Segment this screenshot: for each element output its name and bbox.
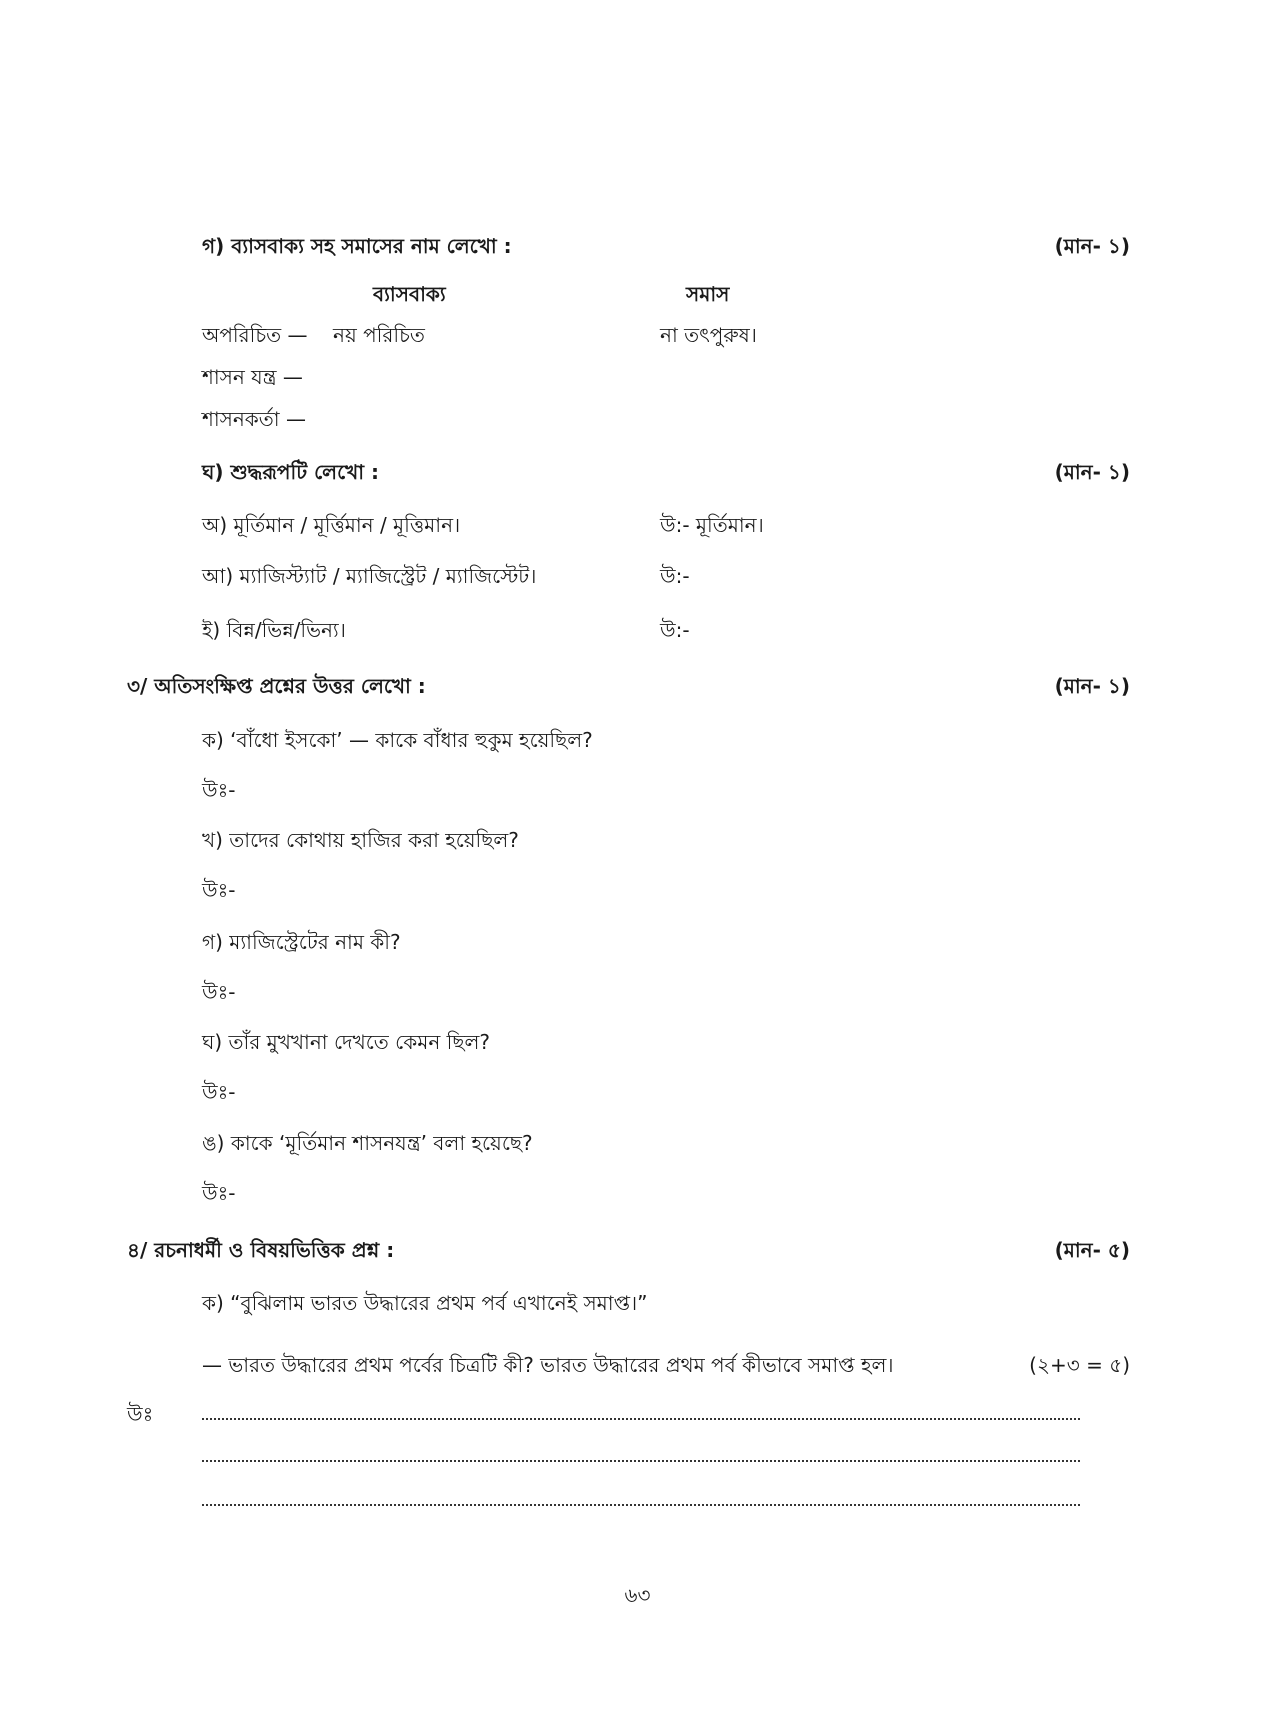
short-answer-label: উঃ- — [202, 878, 236, 902]
spelling-question: অ) মূর্তিমান / মূর্ত্তিমান / মূত্তিমান। — [202, 513, 461, 537]
short-answer-label: উঃ- — [202, 1181, 236, 1205]
spelling-question: ই) বিন্ন/ভিন্ন/ভিন্য। — [202, 618, 346, 642]
samas-row-word: শাসনকর্তা — — [202, 407, 306, 431]
spelling-answer: উ:- — [660, 564, 690, 588]
samas-row-word: শাসন যন্ত্র — — [202, 365, 303, 389]
spelling-answer: উ:- — [660, 618, 690, 642]
samas-row-word: অপরিচিত — — [202, 323, 308, 347]
column-header-vyasbakya: ব্যাসবাক্য — [373, 282, 446, 306]
samas-row-vyasbakya: নয় পরিচিত — [333, 323, 425, 347]
answer-line[interactable] — [202, 1460, 1080, 1462]
short-question: ক) ‘বাঁধো ইসকো’ — কাকে বাঁধার হুকুম হয়েছিল? — [202, 728, 593, 752]
essay-submarks: (২+৩ = ৫) — [1029, 1353, 1130, 1377]
short-answer-label: উঃ- — [202, 980, 236, 1004]
short-question: ঘ) তাঁর মুখখানা দেখতে কেমন ছিল? — [202, 1030, 490, 1054]
short-question: ঙ) কাকে ‘মূর্তিমান শাসনযন্ত্র’ বলা হয়েছে? — [202, 1131, 533, 1155]
answer-line[interactable] — [202, 1504, 1080, 1506]
essay-quote: ক) “বুঝিলাম ভারত উদ্ধারের প্রথম পর্ব এখানেই সমাপ্ত।” — [202, 1291, 648, 1315]
spelling-question: আ) ম্যাজিস্ট্যাট / ম্যাজিস্ট্রেট / ম্যাজিস্টেট। — [202, 564, 537, 588]
essay-answer-label: উঃ — [127, 1402, 154, 1426]
samas-row-samas: না তৎপুরুষ। — [660, 323, 757, 347]
essay-question: — ভারত উদ্ধারের প্রথম পর্বের চিত্রটি কী? ভারত উদ্ধারের প্রথম পর্ব কীভাবে সমাপ্ত হল। — [202, 1353, 894, 1377]
section-4-heading: ৪/ রচনাধর্মী ও বিষয়ভিত্তিক প্রশ্ন : — [127, 1238, 395, 1262]
section-gh-heading: ঘ) শুদ্ধরূপটি লেখো : — [202, 460, 380, 484]
section-g-marks: (মান- ১) — [1054, 234, 1130, 258]
answer-line[interactable] — [202, 1418, 1080, 1420]
section-4-marks: (মান- ৫) — [1054, 1238, 1130, 1262]
short-answer-label: উঃ- — [202, 778, 236, 802]
short-question: গ) ম্যাজিস্ট্রেটের নাম কী? — [202, 930, 401, 954]
section-gh-marks: (মান- ১) — [1054, 460, 1130, 484]
page-number: ৬৩ — [624, 1583, 651, 1607]
section-3-marks: (মান- ১) — [1054, 674, 1130, 698]
section-g-heading: গ) ব্যাসবাক্য সহ সমাসের নাম লেখো : — [202, 234, 512, 258]
short-question: খ) তাদের কোথায় হাজির করা হয়েছিল? — [202, 828, 519, 852]
column-header-samas: সমাস — [686, 282, 730, 306]
section-3-heading: ৩/ অতিসংক্ষিপ্ত প্রশ্নের উত্তর লেখো : — [127, 674, 426, 698]
short-answer-label: উঃ- — [202, 1080, 236, 1104]
spelling-answer: উ:- মূর্তিমান। — [660, 513, 764, 537]
